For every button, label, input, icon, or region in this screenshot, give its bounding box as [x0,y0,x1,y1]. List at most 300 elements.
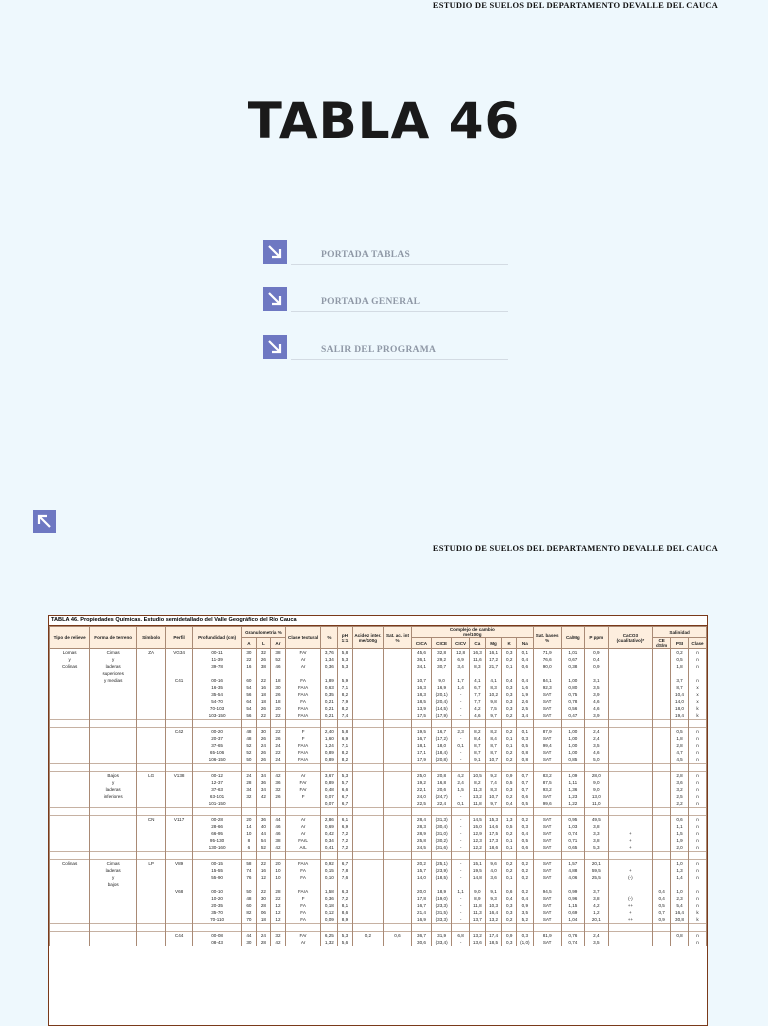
nav-portada-tablas[interactable] [263,240,508,266]
table-cell: 1,89 [321,677,338,684]
table-cell: 22 [271,749,286,756]
table-cell: 0,1 [502,837,517,844]
back-button[interactable] [33,510,56,533]
table-cell [561,852,584,860]
table-cell: FAr [285,649,321,657]
table-cell: 1,34 [321,656,338,663]
table-cell [653,670,671,677]
table-cell [671,852,689,860]
table-cell [90,749,137,756]
table-cell: 52 [271,656,286,663]
table-cell: 48 [242,728,257,736]
arrow-down-right-icon[interactable] [263,335,287,359]
table-cell: 0,4 [502,895,517,902]
table-cell [411,764,431,772]
table-cell [671,670,689,677]
table-cell [321,808,338,816]
table-cell [166,852,193,860]
table-cell [384,902,412,909]
table-cell: 6,7 [470,684,486,691]
table-cell: (20,8) [432,756,452,764]
table-cell: 0,3 [502,684,517,691]
table-cell: - [452,902,470,909]
table-cell [608,800,653,808]
table-cell: 44 [242,932,257,940]
table-cell: SAT [533,756,561,764]
table-cell [352,895,383,902]
nav-label[interactable]: SALIR DEL PROGRAMA [321,345,437,355]
table-cell [502,808,517,816]
table-cell: n [688,888,706,895]
table-cell: 8,2 [485,728,502,736]
table-cell: 22,1 [411,786,431,793]
table-cell [166,779,193,786]
table-cell [608,705,653,712]
table-cell: 0,2 [516,867,533,874]
table-cell: 1,9 [671,837,689,844]
table-cell [90,684,137,691]
subcol-psi: PSI [671,638,689,649]
table-cell [608,924,653,932]
table-cell: (1,0) [516,939,533,946]
arrow-down-right-icon[interactable] [263,287,287,311]
table-cell: 9,0 [585,779,608,786]
divider [291,264,508,265]
table-cell: 66-95 [193,830,242,837]
table-cell [50,793,90,800]
table-cell [193,670,242,677]
table-cell [90,735,137,742]
table-cell [50,749,90,756]
table-cell: SAT [533,837,561,844]
table-cell [50,823,90,830]
table-cell [653,808,671,816]
table-cell: 4,1 [485,677,502,684]
table-cell: 74 [242,867,257,874]
table-cell: 3,1 [585,677,608,684]
table-row [50,756,707,764]
table-cell [256,670,271,677]
nav-portada-general[interactable] [263,287,508,313]
table-cell [338,881,353,888]
table-cell [384,939,412,946]
table-cell: superiores [90,670,137,677]
table-cell [502,924,517,932]
table-cell [285,764,321,772]
table-cell [166,881,193,888]
table-cell [50,808,90,816]
table-cell [166,720,193,728]
table-row [50,924,707,932]
table-cell: - [452,816,470,824]
table-cell: 0,99 [561,888,584,895]
table-cell: 0,3 [502,705,517,712]
table-cell: n [688,742,706,749]
table-cell: FA [285,909,321,916]
table-cell [50,786,90,793]
table-cell: 0,2 [502,830,517,837]
table-cell: + [608,867,653,874]
table-cell: - [452,712,470,720]
table-cell [352,800,383,808]
table-cell [137,677,166,684]
table-cell: 10,7 [485,756,502,764]
table-cell [352,924,383,932]
arrow-down-right-icon[interactable] [263,240,287,264]
table-cell: 8,2 [338,691,353,698]
table-cell: - [452,705,470,712]
table-cell [352,772,383,780]
table-cell: 0,76 [561,932,584,940]
table-cell [166,823,193,830]
table-cell: y [50,656,90,663]
table-cell: - [452,749,470,756]
table-cell [137,764,166,772]
table-cell [688,924,706,932]
table-cell [384,786,412,793]
table-cell: 6,7 [338,800,353,808]
table-cell: 12 [271,916,286,924]
nav-salir-del-programa[interactable] [263,335,508,361]
table-cell [608,749,653,756]
table-cell: 56 [242,712,257,720]
table-cell: VG34 [166,649,193,657]
table-cell [50,939,90,946]
nav-label[interactable]: PORTADA TABLAS [321,250,411,260]
table-cell: 1,1 [452,888,470,895]
table-cell: n [688,656,706,663]
table-cell: 34 [256,772,271,780]
table-cell: 0,2 [502,860,517,868]
table-cell [653,663,671,670]
table-cell [653,764,671,772]
table-cell [166,756,193,764]
table-cell [137,881,166,888]
table-cell: 2,2 [671,800,689,808]
table-cell: 3,67 [321,772,338,780]
table-cell [90,837,137,844]
table-cell [671,924,689,932]
table-cell: 6,9 [338,735,353,742]
table-cell: 13,2 [470,793,486,800]
table-cell: 36 [256,816,271,824]
subcol-ar: Ar [271,638,286,649]
table-cell: FArA [285,705,321,712]
table-cell: 0,1 [502,735,517,742]
table-cell: 32 [256,649,271,657]
table-cell [653,649,671,657]
table-cell: 0,9 [502,772,517,780]
table-cell: 13,7 [470,916,486,924]
table-cell: ++ [608,902,653,909]
table-row [50,649,707,657]
table-cell: 52 [242,749,257,756]
table-cell [384,916,412,924]
table-cell: 0,34 [321,837,338,844]
table-cell: 1,11 [561,779,584,786]
table-cell [352,779,383,786]
table-cell: 13,6 [470,939,486,946]
table-cell: 1,09 [561,772,584,780]
table-cell: 4,5 [671,756,689,764]
table-cell [608,663,653,670]
table-cell: 3,9 [585,712,608,720]
table-cell: 35-54 [193,691,242,698]
table-cell: 8,4 [470,735,486,742]
table-cell: 42 [271,772,286,780]
table-cell: 26 [256,656,271,663]
table-cell: 30 [271,684,286,691]
subcol-cice: CICE [432,638,452,649]
table-cell: n [688,728,706,736]
table-cell: 00-15 [193,860,242,868]
table-cell: 9,1 [485,888,502,895]
table-cell: 1,4 [452,684,470,691]
table-cell: 11,8 [470,902,486,909]
subcol-mg: Mg [485,638,502,649]
table-cell: 9,2 [485,772,502,780]
table-cell [137,837,166,844]
table-cell: FArA [285,860,321,868]
table-cell [653,939,671,946]
table-cell [470,720,486,728]
table-cell: y [90,779,137,786]
table-cell: 3,6 [671,779,689,786]
table-cell: C42 [166,728,193,736]
table-cell [533,670,561,677]
table-cell: 46 [271,830,286,837]
table-cell [352,939,383,946]
table-cell: 81,9 [533,932,561,940]
table-cell [384,772,412,780]
table-cell [166,808,193,816]
table-cell: 7,1 [338,742,353,749]
table-cell: 36 [256,779,271,786]
table-cell: 3,8 [585,895,608,902]
table-cell [256,720,271,728]
table-cell: ArL [285,844,321,852]
table-cell [285,852,321,860]
table-cell [384,837,412,844]
table-row [50,764,707,772]
table-cell: 17,5 [485,830,502,837]
arrow-up-left-icon[interactable] [33,510,56,533]
table-cell [653,844,671,852]
table-cell: n [688,800,706,808]
table-cell: 16,7 [411,902,431,909]
table-cell [352,808,383,816]
table-cell [384,844,412,852]
table-cell: 0,5 [516,800,533,808]
table-cell: - [452,895,470,902]
table-cell [285,924,321,932]
table-row [50,691,707,698]
table-cell [653,793,671,800]
table-cell: 7,8 [338,867,353,874]
table-cell [608,816,653,824]
table-cell [50,800,90,808]
table-cell [485,670,502,677]
table-cell: 90,0 [533,663,561,670]
table-cell [432,720,452,728]
table-cell: 50 [242,888,257,895]
page-title: TABLA 46 [247,92,521,150]
table-cell: 5,3 [338,663,353,670]
table-cell [653,867,671,874]
table-cell: 1,36 [561,786,584,793]
table-cell: 28 [256,902,271,909]
table-cell: 82 [242,909,257,916]
table-cell: n [688,823,706,830]
table-cell: 103-150 [193,712,242,720]
table-cell: SAT [533,902,561,909]
table-cell [285,881,321,888]
table-cell: 10,5 [470,772,486,780]
table-cell [352,684,383,691]
table-cell: 0,6 [516,844,533,852]
table-cell: 76,6 [533,656,561,663]
table-cell [653,860,671,868]
nav-label[interactable]: PORTADA GENERAL [321,297,421,307]
table-cell: 0,9 [585,663,608,670]
table-cell: 6,9 [338,823,353,830]
table-cell [653,720,671,728]
table-cell: SAT [533,712,561,720]
table-cell: 2,3 [671,895,689,902]
table-cell [90,808,137,816]
table-cell: inferiores [90,793,137,800]
table-cell: 18,1 [411,742,431,749]
table-cell: 1,15 [561,902,584,909]
table-cell: 42 [271,844,286,852]
table-cell [653,830,671,837]
table-cell: 50 [242,756,257,764]
table-cell [50,844,90,852]
table-cell: 5,6 [338,939,353,946]
table-cell [90,728,137,736]
table-cell [516,670,533,677]
table-cell: 0,7 [653,909,671,916]
table-cell: 52 [242,742,257,749]
table-cell: FArA [285,888,321,895]
table-cell [608,772,653,780]
table-cell [585,670,608,677]
table-row [50,670,707,677]
table-cell [608,793,653,800]
table-cell: 0,8 [516,749,533,756]
table-cell [137,663,166,670]
table-cell: 12,2 [470,844,486,852]
table-cell [50,691,90,698]
table-cell: 22,5 [411,800,431,808]
table-cell [352,677,383,684]
col-granulometria: Granulometría % [242,627,286,638]
table-cell [256,808,271,816]
table-cell [137,808,166,816]
table-cell [271,881,286,888]
subcol-cicv: CICV [452,638,470,649]
table-cell [90,830,137,837]
table-cell: FA [285,867,321,874]
table-cell: - [452,837,470,844]
table-cell: 7,9 [338,698,353,705]
table-row [50,779,707,786]
table-cell: 1,3 [502,816,517,824]
table-cell: 7,4 [485,779,502,786]
table-row [50,705,707,712]
table-cell: SAT [533,844,561,852]
table-cell: V89 [166,860,193,868]
table-cell [384,808,412,816]
table-cell [166,902,193,909]
table-cell [352,649,383,657]
table-cell: FArA [285,742,321,749]
table-cell: 28,0 [585,772,608,780]
table-cell [585,764,608,772]
table-cell: 0,78 [561,698,584,705]
table-cell [137,742,166,749]
table-cell [166,684,193,691]
table-cell: 0,5 [502,823,517,830]
table-cell: 25,5 [585,874,608,881]
table-cell: 1,2 [585,909,608,916]
table-cell [193,764,242,772]
table-cell: 0,35 [321,691,338,698]
subcol-na: Na [516,638,533,649]
table-cell [608,684,653,691]
table-cell: 0,7 [516,772,533,780]
table-row [50,720,707,728]
table-cell: 8,2 [470,779,486,786]
table-cell [50,867,90,874]
table-cell: 5,4 [671,902,689,909]
document-header: ESTUDIO DE SUELOS DEL DEPARTAMENTO DEVALLE DEL CAUCA [432,543,718,553]
table-cell: SAT [533,916,561,924]
table-cell: 28 [256,939,271,946]
table-cell [50,909,90,916]
subcol-clase: Clase [688,638,706,649]
table-cell: (30,2) [432,837,452,844]
table-cell: Colinas [50,860,90,868]
table-row [50,772,707,780]
table-cell: 0,18 [321,902,338,909]
table-cell: (31,5) [432,909,452,916]
table-cell [285,800,321,808]
table-cell: 18,6 [485,844,502,852]
table-cell: - [452,867,470,874]
table-cell: 12 [256,874,271,881]
table-cell: 10 [271,867,286,874]
table-cell: 130-160 [193,844,242,852]
table-cell: 22 [256,888,271,895]
table-cell [137,786,166,793]
table-cell: 8,2 [338,756,353,764]
table-cell: 0,3 [502,649,517,657]
table-row [50,749,707,756]
table-cell: 16,7 [411,735,431,742]
table-cell [90,705,137,712]
table-cell [166,844,193,852]
table-cell [561,808,584,816]
table-cell [137,939,166,946]
table-cell: 20 [242,816,257,824]
table-cell: 9,3 [485,895,502,902]
table-cell: k [688,705,706,712]
table-cell: 16 [242,663,257,670]
table-cell [470,670,486,677]
table-cell: 6,8 [452,932,470,940]
table-cell [516,924,533,932]
